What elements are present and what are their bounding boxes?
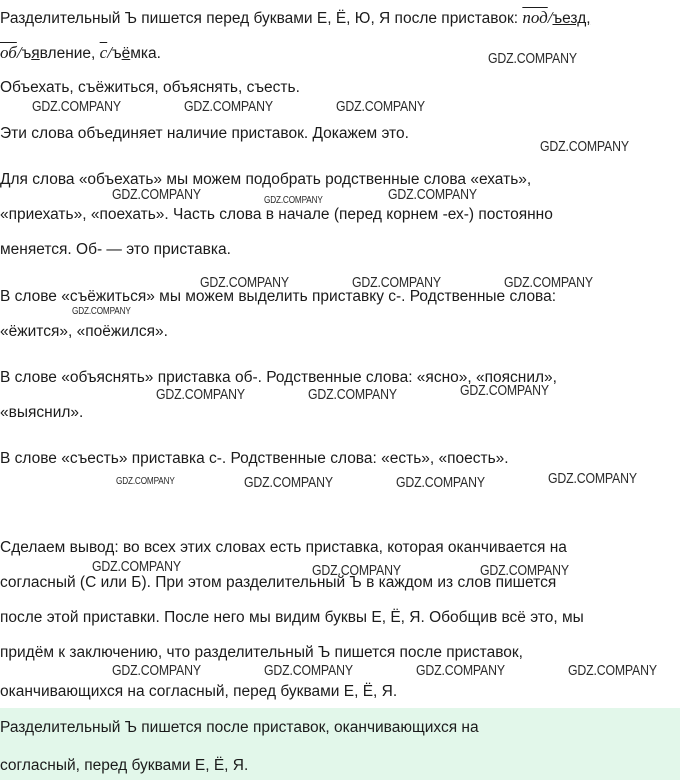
prefix-mark: / xyxy=(16,43,22,62)
conclusion-line: после этой приставки. После него мы видим буквы Е, Ё, Я. Обобщив всё это, мы xyxy=(0,609,584,626)
watermark: GDZ.COMPANY xyxy=(116,476,175,487)
watermark: GDZ.COMPANY xyxy=(184,98,273,115)
watermark: GDZ.COMPANY xyxy=(548,470,637,487)
watermark: GDZ.COMPANY xyxy=(460,382,549,399)
prefix-mark: / xyxy=(107,43,112,62)
example-vowel: ё xyxy=(121,45,131,62)
watermark: GDZ.COMPANY xyxy=(488,50,577,67)
watermark: GDZ.COMPANY xyxy=(504,274,593,291)
rule-line: Разделительный Ъ пишется после приставок, оканчивающихся на xyxy=(0,719,479,736)
watermark: GDZ.COMPANY xyxy=(32,98,121,115)
example-hard-sign: ъезд, xyxy=(552,10,591,27)
watermark: GDZ.COMPANY xyxy=(416,662,505,679)
example-prefix-s: с xyxy=(99,43,108,62)
watermark: GDZ.COMPANY xyxy=(112,186,201,203)
para4-line: В слове «съесть» приставка с-. Родственные слова: «есть», «поесть». xyxy=(0,450,509,467)
watermark: GDZ.COMPANY xyxy=(312,562,401,579)
example-hard-sign: ъ xyxy=(21,45,32,62)
intro-line-1 xyxy=(0,8,591,29)
watermark: GDZ.COMPANY xyxy=(112,662,201,679)
watermark: GDZ.COMPANY xyxy=(568,662,657,679)
conclusion-line: согласный (С или Б). При этом разделительный Ъ в каждом из слов пишется xyxy=(0,574,557,591)
watermark: GDZ.COMPANY xyxy=(336,98,425,115)
watermark: GDZ.COMPANY xyxy=(396,474,485,491)
rule-box xyxy=(0,708,680,780)
watermark: GDZ.COMPANY xyxy=(480,562,569,579)
prefix-mark: / xyxy=(547,8,553,27)
intro-text: Разделительный Ъ пишется перед буквами Е, Ё, Ю, Я после приставок: xyxy=(0,10,523,27)
example-rest: вление, xyxy=(39,45,100,62)
watermark: GDZ.COMPANY xyxy=(244,474,333,491)
watermark: GDZ.COMPANY xyxy=(72,306,131,317)
example-prefix-ob: об xyxy=(0,43,17,62)
conclusion-line: придём к заключению, что разделительный Ъ пишется после приставок, xyxy=(0,644,523,661)
para2-line: В слове «съёжиться» мы можем выделить приставку с-. Родственные слова: xyxy=(0,288,557,305)
example-hard-sign: ъ xyxy=(111,45,122,62)
example-vowel: я xyxy=(31,45,40,62)
para1-line: меняется. Об- — это приставка. xyxy=(0,241,231,258)
para3-line: В слове «объяснять» приставка об-. Родственные слова: «ясно», «пояснил», xyxy=(0,369,557,386)
watermark: GDZ.COMPANY xyxy=(352,274,441,291)
rule-line: согласный, перед буквами Е, Ё, Я. xyxy=(0,757,249,774)
para3-line: «выяснил». xyxy=(0,404,84,421)
para1-line: Для слова «объехать» мы можем подобрать родственные слова «ехать», xyxy=(0,171,532,188)
intro-line-2 xyxy=(0,43,161,64)
watermark: GDZ.COMPANY xyxy=(264,195,323,206)
example-prefix-pod: под xyxy=(522,8,548,27)
conclusion-line: Сделаем вывод: во всех этих словах есть приставка, которая оканчивается на xyxy=(0,539,567,556)
watermark: GDZ.COMPANY xyxy=(92,558,181,575)
watermark: GDZ.COMPANY xyxy=(540,138,629,155)
watermark: GDZ.COMPANY xyxy=(264,662,353,679)
watermark: GDZ.COMPANY xyxy=(308,386,397,403)
watermark: GDZ.COMPANY xyxy=(200,274,289,291)
para1-line: «приехать», «поехать». Часть слова в начале (перед корнем -ех-) постоянно xyxy=(0,206,553,223)
example-rest: мка. xyxy=(130,45,161,62)
watermark: GDZ.COMPANY xyxy=(156,386,245,403)
para2-line: «ёжится», «поёжился». xyxy=(0,323,168,340)
conclusion-line: оканчивающихся на согласный, перед буквами Е, Ё, Я. xyxy=(0,683,398,700)
examples-line: Объехать, съёжиться, объяснять, съесть. xyxy=(0,79,300,96)
watermark: GDZ.COMPANY xyxy=(388,186,477,203)
statement-line: Эти слова объединяет наличие приставок. Докажем это. xyxy=(0,125,409,142)
